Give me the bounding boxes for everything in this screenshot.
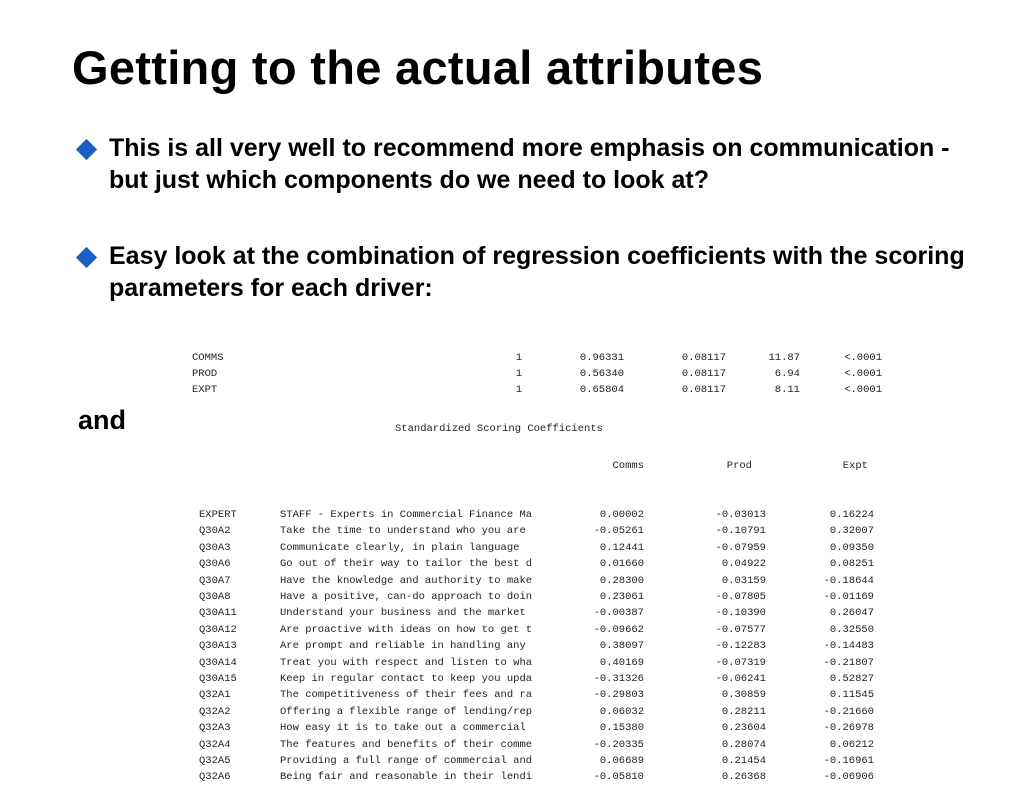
- bullet-item: [74, 240, 974, 304]
- variable-label: Being fair and reasonable in their lendi: [280, 771, 533, 783]
- variable-label: Providing a full range of commercial and: [280, 755, 533, 767]
- expt-value: 0.16224: [829, 509, 874, 521]
- prod-value: 0.04922: [721, 558, 766, 570]
- expt-value: 0.32550: [829, 624, 874, 636]
- prod-value: 0.28211: [721, 706, 766, 718]
- expt-value: 0.06212: [829, 739, 874, 751]
- regression-row: [0, 368, 882, 384]
- expt-value: -0.16961: [823, 755, 874, 767]
- regression-row: [0, 352, 882, 368]
- variable-name: Q32A1: [199, 689, 231, 701]
- variable-name: Q32A5: [199, 755, 231, 767]
- variable-label: Keep in regular contact to keep you upda: [280, 673, 533, 685]
- column-header-comms: Comms: [612, 460, 644, 472]
- variable-name: Q32A6: [199, 771, 231, 783]
- prod-value: -0.12283: [715, 640, 766, 652]
- scoring-table-title: Standardized Scoring Coefficients: [395, 423, 603, 435]
- prod-value: -0.10791: [715, 525, 766, 537]
- stderr-value: 0.08117: [681, 352, 726, 364]
- df-value: 1: [515, 368, 522, 380]
- comms-value: -0.31326: [593, 673, 644, 685]
- expt-value: -0.06906: [823, 771, 874, 783]
- prod-value: -0.10390: [715, 607, 766, 619]
- comms-value: -0.00387: [593, 607, 644, 619]
- comms-value: 0.28300: [599, 575, 644, 587]
- comms-value: 0.38097: [599, 640, 644, 652]
- variable-label: Have a positive, can-do approach to doin: [280, 591, 533, 603]
- variable-label: STAFF - Experts in Commercial Finance Ma: [280, 509, 533, 521]
- expt-value: 0.11545: [829, 689, 874, 701]
- variable-name: Q30A6: [199, 558, 231, 570]
- variable-name: Q30A7: [199, 575, 231, 587]
- variable-label: Are proactive with ideas on how to get t: [280, 624, 533, 636]
- expt-value: -0.18644: [823, 575, 874, 587]
- variable-label: Take the time to understand who you are: [280, 525, 526, 537]
- variable-name: Q32A3: [199, 722, 231, 734]
- expt-value: -0.01169: [823, 591, 874, 603]
- expt-value: -0.21807: [823, 657, 874, 669]
- variable-name: Q30A14: [199, 657, 237, 669]
- and-label: and: [78, 405, 127, 435]
- variable-label: Offering a flexible range of lending/rep: [280, 706, 533, 718]
- p-value: <.0001: [844, 384, 882, 396]
- prod-value: -0.07577: [715, 624, 766, 636]
- variable-name: Q32A2: [199, 706, 231, 718]
- prod-value: 0.23604: [721, 722, 766, 734]
- prod-value: -0.07805: [715, 591, 766, 603]
- prod-value: -0.07319: [715, 657, 766, 669]
- regression-row: [0, 384, 882, 400]
- diamond-bullet-icon: [76, 247, 97, 268]
- t-value: 11.87: [768, 352, 800, 364]
- column-header-expt: Expt: [842, 460, 868, 472]
- column-header-prod: Prod: [726, 460, 752, 472]
- variable-name: Q30A12: [199, 624, 237, 636]
- slide-title: Getting to the actual attributes: [72, 41, 764, 94]
- comms-value: 0.15380: [599, 722, 644, 734]
- t-value: 6.94: [774, 368, 800, 380]
- expt-value: 0.26047: [829, 607, 874, 619]
- expt-value: -0.26978: [823, 722, 874, 734]
- variable-name: EXPT: [192, 384, 218, 396]
- expt-value: -0.21660: [823, 706, 874, 718]
- variable-label: Go out of their way to tailor the best d: [280, 558, 533, 570]
- estimate-value: 0.96331: [579, 352, 624, 364]
- expt-value: 0.08251: [829, 558, 874, 570]
- variable-name: Q30A2: [199, 525, 231, 537]
- comms-value: -0.09662: [593, 624, 644, 636]
- comms-value: 0.00002: [599, 509, 644, 521]
- estimate-value: 0.65804: [579, 384, 624, 396]
- prod-value: 0.21454: [721, 755, 766, 767]
- comms-value: -0.20335: [593, 739, 644, 751]
- variable-name: Q30A3: [199, 542, 231, 554]
- bullet-text: Easy look at the combination of regression coefficients with the scoring parameters for each driver:: [109, 242, 965, 302]
- variable-name: PROD: [192, 368, 218, 380]
- comms-value: 0.23061: [599, 591, 644, 603]
- variable-name: Q32A4: [199, 739, 231, 751]
- variable-label: How easy it is to take out a commercial: [280, 722, 526, 734]
- prod-value: 0.30859: [721, 689, 766, 701]
- prod-value: 0.03159: [721, 575, 766, 587]
- comms-value: 0.06689: [599, 755, 644, 767]
- variable-label: Understand your business and the market: [280, 607, 526, 619]
- expt-value: 0.52827: [829, 673, 874, 685]
- variable-label: The competitiveness of their fees and ra: [280, 689, 533, 701]
- variable-name: Q30A13: [199, 640, 237, 652]
- variable-name: Q30A15: [199, 673, 237, 685]
- variable-name: Q30A11: [199, 607, 237, 619]
- variable-label: Communicate clearly, in plain language: [280, 542, 520, 554]
- comms-value: 0.01660: [599, 558, 644, 570]
- bullet-item: [74, 132, 974, 196]
- stderr-value: 0.08117: [681, 368, 726, 380]
- prod-value: 0.26368: [721, 771, 766, 783]
- comms-value: -0.05810: [593, 771, 644, 783]
- variable-label: Treat you with respect and listen to wha: [280, 657, 533, 669]
- expt-value: 0.09350: [829, 542, 874, 554]
- variable-label: Have the knowledge and authority to make: [280, 575, 533, 587]
- comms-value: 0.06032: [599, 706, 644, 718]
- expt-value: 0.32007: [829, 525, 874, 537]
- comms-value: -0.05261: [593, 525, 644, 537]
- variable-label: Are prompt and reliable in handling any: [280, 640, 526, 652]
- p-value: <.0001: [844, 352, 882, 364]
- comms-value: -0.29803: [593, 689, 644, 701]
- variable-name: COMMS: [192, 352, 224, 364]
- comms-value: 0.40169: [599, 657, 644, 669]
- variable-name: Q30A8: [199, 591, 231, 603]
- df-value: 1: [515, 352, 522, 364]
- prod-value: 0.28074: [721, 739, 766, 751]
- t-value: 8.11: [774, 384, 800, 396]
- prod-value: -0.07959: [715, 542, 766, 554]
- estimate-value: 0.56340: [579, 368, 624, 380]
- p-value: <.0001: [844, 368, 882, 380]
- prod-value: -0.03013: [715, 509, 766, 521]
- variable-name: EXPERT: [199, 509, 237, 521]
- variable-label: The features and benefits of their comme: [280, 739, 533, 751]
- diamond-bullet-icon: [76, 139, 97, 160]
- expt-value: -0.14483: [823, 640, 874, 652]
- stderr-value: 0.08117: [681, 384, 726, 396]
- prod-value: -0.06241: [715, 673, 766, 685]
- comms-value: 0.12441: [599, 542, 644, 554]
- df-value: 1: [515, 384, 522, 396]
- bullet-text: This is all very well to recommend more emphasis on communication - but just which components do we need to look at?: [109, 134, 950, 194]
